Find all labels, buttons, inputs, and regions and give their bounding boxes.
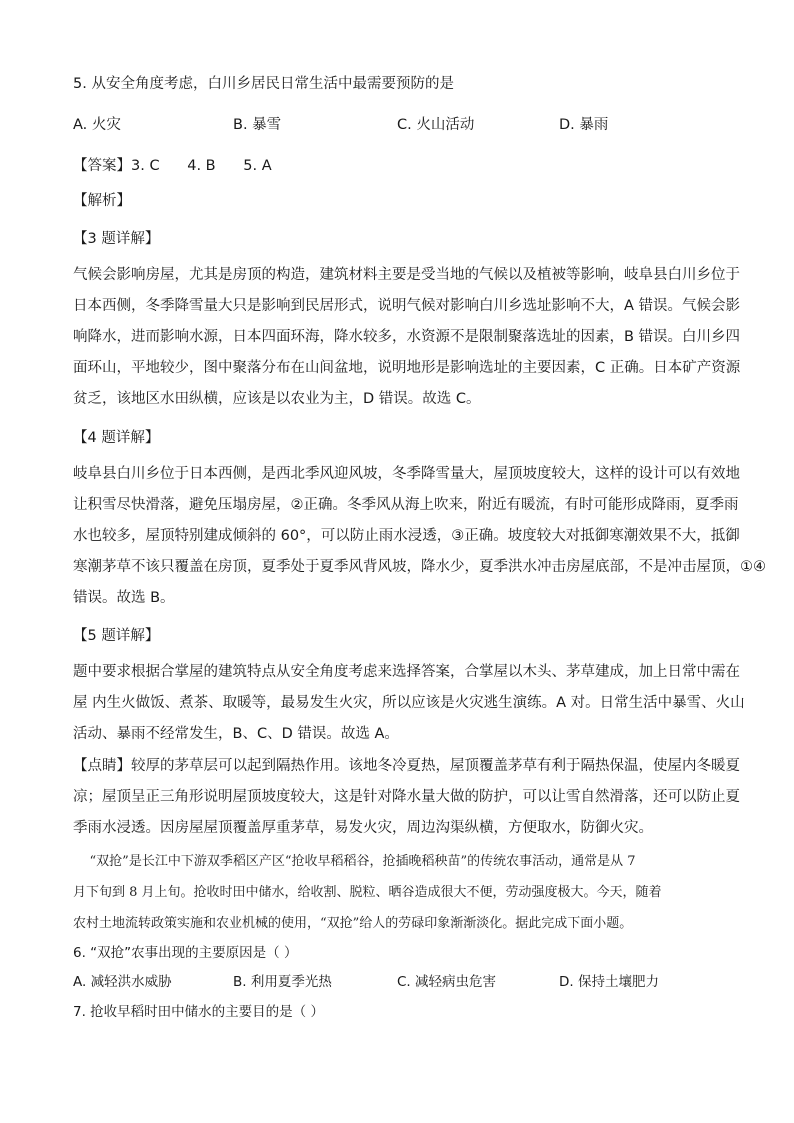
detail-3-line: 气候会影响房屋，尤其是房顶的构造，建筑材料主要是受当地的气候以及植被等影响，岐阜县白川乡位于 (73, 267, 740, 283)
detail-3-title: 【3 题详解】 (73, 231, 160, 247)
detail-4-line: 让积雪尽快滑落，避免压塌房屋，②正确。冬季风从海上吹来，附近有暖流，有时可能形成降雨，夏季雨 (73, 497, 739, 513)
tip-body (73, 751, 740, 844)
detail-3-line: 贫乏，该地区水田纵横，应该是以农业为主，D 错误。故选 C。 (73, 391, 481, 407)
question-5-option-d: D. 暴雨 (559, 117, 609, 133)
detail-5-line: 题中要求根据合掌屋的建筑特点从安全角度考虑来选择答案，合掌屋以木头、茅草建成，加上日常中需在 (73, 664, 740, 680)
detail-3-line: 响降水，进而影响水源，日本四面环海，降水较多，水资源不是限制聚落选址的因素，B 错误。白川乡四 (73, 329, 741, 345)
question-6-stem: 6. “双抢”农事出现的主要原因是（ ） (73, 945, 298, 961)
question-6-option-a: A. 减轻洪水威胁 (73, 974, 172, 990)
material-line: 月下旬到 8 月上旬。抢收时田中储水，给收割、脱粒、晒谷造成很大不便，劳动强度极大。今天，随着 (73, 885, 662, 900)
detail-4-line: 寒潮茅草不该只覆盖在房顶，夏季处于夏季风背风坡，降水少，夏季洪水冲击房屋底部，不是冲击屋顶，①④ (73, 559, 766, 575)
tip-line: 凉；屋顶呈正三角形说明屋顶坡度较大，这是针对降水量大做的防护，可以让雪自然滑落，还可以防止夏 (73, 789, 740, 805)
tip-line: 季雨水浸透。因房屋屋顶覆盖厚重茅草，易发火灾，周边沟渠纵横，方便取水，防御火灾。 (73, 820, 653, 836)
question-6-option-c: C. 减轻病虫危害 (397, 974, 497, 990)
detail-3-line: 日本西侧，冬季降雪量大只是影响到民居形式，说明气候对影响白川乡选址影响不大，A 错误。气候会影 (73, 298, 741, 314)
analysis-label: 【解析】 (73, 193, 131, 209)
question-5-option-a: A. 火灾 (73, 117, 121, 133)
detail-4-body (73, 459, 766, 614)
answer-label: 【答案】 (73, 158, 131, 174)
detail-5-title: 【5 题详解】 (73, 628, 160, 644)
detail-3-body (73, 260, 741, 415)
detail-4-line: 岐阜县白川乡位于日本西侧，是西北季风迎风坡，冬季降雪量大，屋顶坡度较大，这样的设计可以有效地 (73, 466, 740, 482)
answer-text: 3. C 4. B 5. A (131, 158, 272, 174)
detail-4-line: 水也较多，屋顶特别建成倾斜的 60°，可以防止雨水浸透，③正确。坡度较大对抵御寒潮效果不大，抵御 (73, 528, 740, 544)
question-5-option-b: B. 暴雪 (233, 117, 282, 133)
material-passage (73, 846, 723, 939)
detail-5-line: 活动、暴雨不经常发生，B、C、D 错误。故选 A。 (73, 726, 399, 742)
detail-4-line: 错误。故选 B。 (73, 590, 175, 606)
tip-line: 【点睛】较厚的茅草层可以起到隔热作用。该地冬冷夏热，屋顶覆盖茅草有利于隔热保温，使屋内冬暖夏 (73, 758, 740, 774)
answer-line (73, 157, 272, 175)
detail-5-body (73, 657, 745, 750)
question-5-option-c: C. 火山活动 (397, 117, 475, 133)
detail-3-line: 面环山，平地较少，图中聚落分布在山间盆地，说明地形是影响选址的主要因素，C 正确。日本矿产资源 (73, 360, 741, 376)
material-line: 农村土地流转政策实施和农业机械的使用，“双抢”给人的劳碌印象渐渐淡化。据此完成下面小题。 (73, 916, 633, 931)
question-5-stem: 5. 从安全角度考虑，白川乡居民日常生活中最需要预防的是 (73, 76, 454, 92)
material-line: “双抢”是长江中下游双季稻区产区“抢收早稻稻谷，抢插晚稻秧苗”的传统农事活动，通常是从 7 (73, 854, 636, 869)
detail-5-line: 屋 内生火做饭、煮茶、取暖等，最易发生火灾，所以应该是火灾逃生演练。A 对。日常生活中暴雪、火山 (73, 695, 745, 711)
question-7-stem: 7. 抢收早稻时田中储水的主要目的是（ ） (73, 1004, 324, 1020)
question-6-option-b: B. 利用夏季光热 (233, 974, 332, 990)
question-6-option-d: D. 保持土壤肥力 (559, 974, 659, 990)
detail-4-title: 【4 题详解】 (73, 430, 160, 446)
